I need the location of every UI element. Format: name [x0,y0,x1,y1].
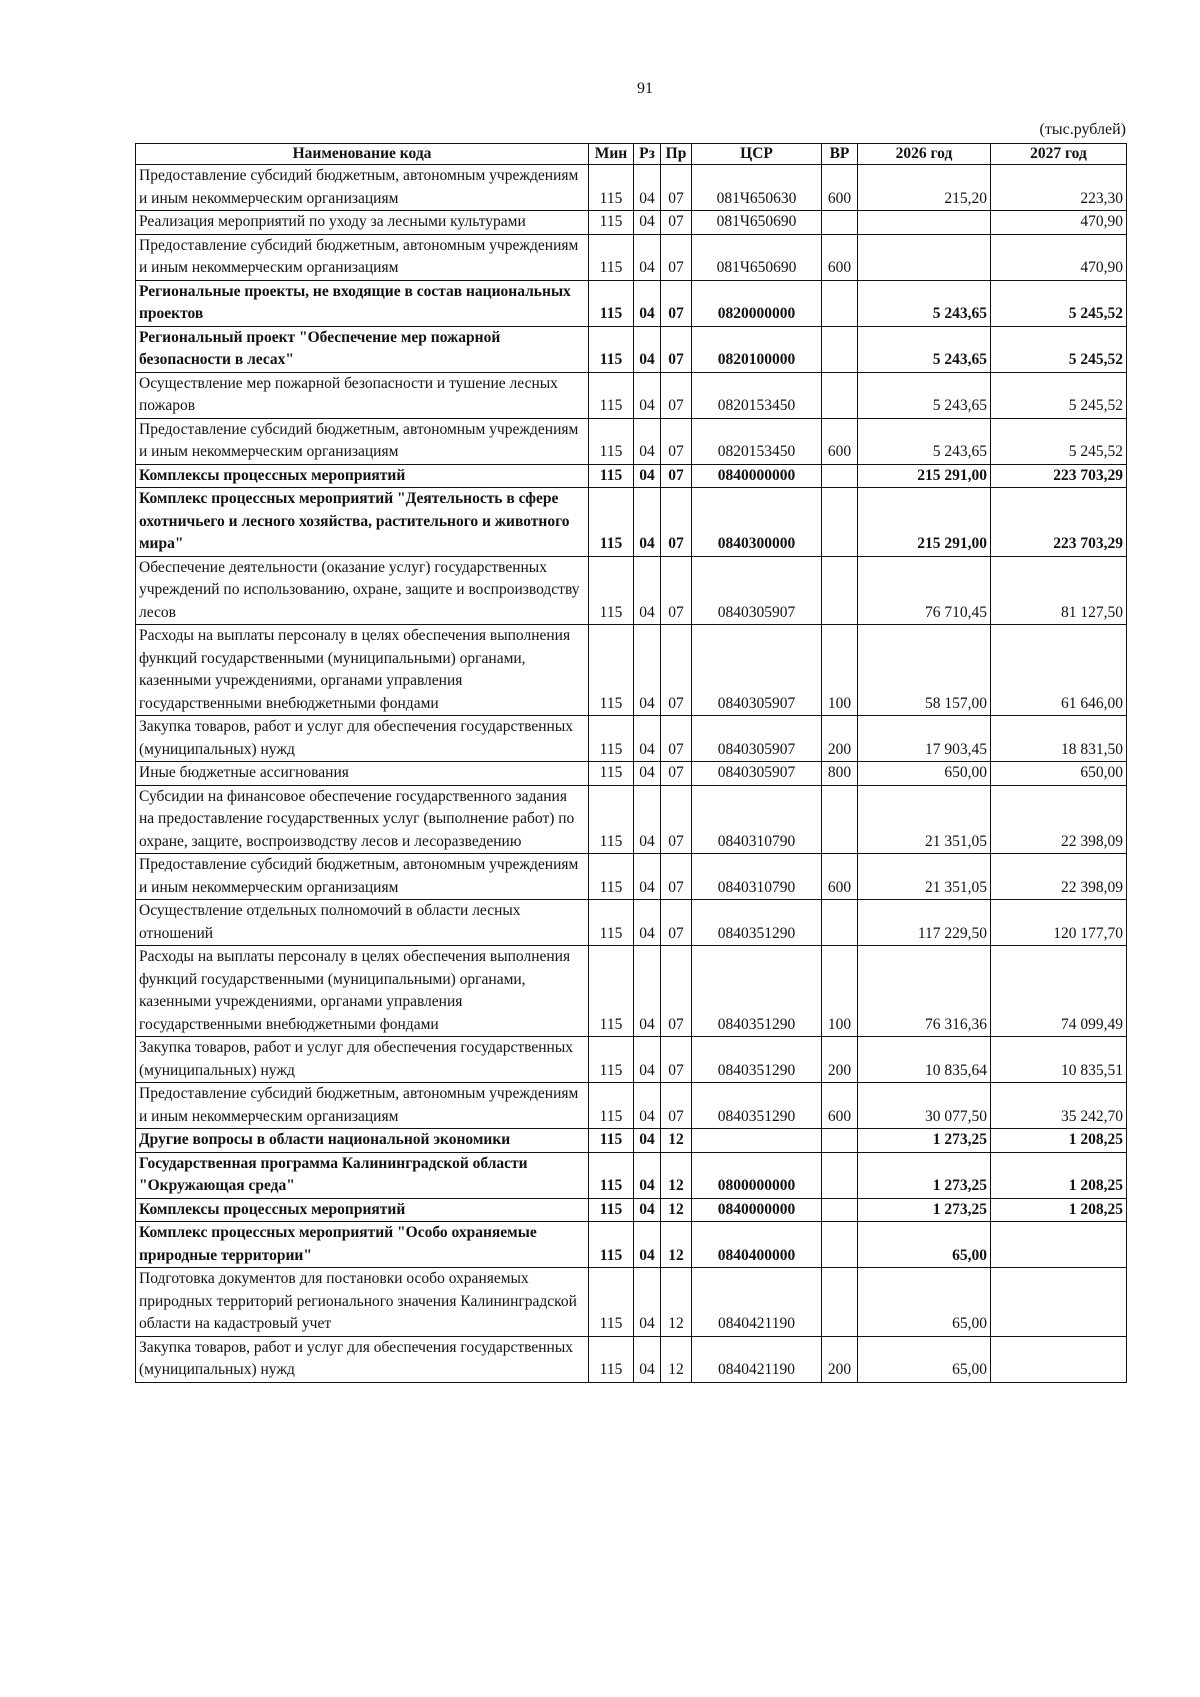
col-header-2026: 2026 год [858,144,991,165]
cell-pr: 12 [661,1336,692,1382]
cell-2026: 30 077,50 [858,1083,991,1129]
cell-name: Комплексы процессных мероприятий [136,1198,589,1222]
cell-2026: 5 243,65 [858,280,991,326]
cell-vr [822,900,858,946]
table-row [136,785,1127,854]
cell-vr: 200 [822,1336,858,1382]
cell-rz: 04 [634,625,661,716]
cell-2027: 61 646,00 [991,625,1127,716]
cell-name: Предоставление субсидий бюджетным, автономным учреждениям и иным некоммерческим организациям [136,234,589,280]
cell-rz: 04 [634,900,661,946]
cell-pr: 12 [661,1222,692,1268]
table-row [136,211,1127,235]
cell-min: 115 [589,211,634,235]
cell-csr: 0840310790 [692,854,822,900]
col-header-2027: 2027 год [991,144,1127,165]
cell-min: 115 [589,1037,634,1083]
cell-2026: 5 243,65 [858,418,991,464]
cell-csr: 0840305907 [692,625,822,716]
cell-pr: 07 [661,946,692,1037]
cell-vr [822,1198,858,1222]
table-row [136,900,1127,946]
cell-csr: 0820000000 [692,280,822,326]
cell-min: 115 [589,556,634,625]
table-row [136,1037,1127,1083]
table-row [136,854,1127,900]
cell-2026: 1 273,25 [858,1129,991,1153]
cell-2026: 21 351,05 [858,785,991,854]
cell-rz: 04 [634,1336,661,1382]
cell-2026: 10 835,64 [858,1037,991,1083]
page-number: 91 [637,80,653,97]
col-header-csr: ЦСР [692,144,822,165]
cell-vr [822,556,858,625]
cell-min: 115 [589,716,634,762]
cell-csr: 0840351290 [692,946,822,1037]
cell-rz: 04 [634,234,661,280]
cell-2026: 650,00 [858,762,991,786]
cell-pr: 07 [661,625,692,716]
cell-2027: 223 703,29 [991,488,1127,557]
cell-pr: 07 [661,165,692,211]
table-row [136,464,1127,488]
table-row [136,1129,1127,1153]
table-row [136,326,1127,372]
cell-vr: 100 [822,946,858,1037]
cell-pr: 07 [661,372,692,418]
cell-name: Закупка товаров, работ и услуг для обеспечения государственных (муниципальных) нужд [136,1336,589,1382]
cell-2027: 5 245,52 [991,418,1127,464]
cell-min: 115 [589,854,634,900]
cell-vr: 600 [822,854,858,900]
cell-name: Предоставление субсидий бюджетным, автономным учреждениям и иным некоммерческим организациям [136,1083,589,1129]
cell-pr: 07 [661,326,692,372]
cell-min: 115 [589,946,634,1037]
cell-2027 [991,1268,1127,1337]
budget-table [135,143,1127,1383]
cell-name: Осуществление отдельных полномочий в области лесных отношений [136,900,589,946]
table-row [136,165,1127,211]
table-row [136,1222,1127,1268]
cell-csr: 081Ч650690 [692,211,822,235]
cell-rz: 04 [634,946,661,1037]
cell-pr: 07 [661,1037,692,1083]
cell-pr: 07 [661,211,692,235]
cell-2026: 21 351,05 [858,854,991,900]
cell-vr [822,785,858,854]
table-row [136,1083,1127,1129]
cell-name: Предоставление субсидий бюджетным, автономным учреждениям и иным некоммерческим организациям [136,165,589,211]
cell-vr: 800 [822,762,858,786]
cell-2027: 5 245,52 [991,326,1127,372]
cell-rz: 04 [634,1222,661,1268]
cell-rz: 04 [634,1268,661,1337]
cell-min: 115 [589,900,634,946]
cell-2027: 35 242,70 [991,1083,1127,1129]
cell-name: Комплекс процессных мероприятий "Деятельность в сфере охотничьего и лесного хозяйства, растительного и животного мира" [136,488,589,557]
cell-2027: 5 245,52 [991,280,1127,326]
cell-2026: 215 291,00 [858,464,991,488]
cell-vr [822,1222,858,1268]
cell-2026: 76 316,36 [858,946,991,1037]
cell-vr: 200 [822,716,858,762]
cell-rz: 04 [634,854,661,900]
cell-min: 115 [589,488,634,557]
cell-rz: 04 [634,165,661,211]
cell-vr: 100 [822,625,858,716]
table-row [136,418,1127,464]
cell-vr: 600 [822,1083,858,1129]
cell-name: Осуществление мер пожарной безопасности и тушение лесных пожаров [136,372,589,418]
col-header-pr: Пр [661,144,692,165]
cell-min: 115 [589,1083,634,1129]
cell-rz: 04 [634,1037,661,1083]
cell-2027: 10 835,51 [991,1037,1127,1083]
cell-2027: 1 208,25 [991,1129,1127,1153]
table-row [136,280,1127,326]
cell-pr: 07 [661,762,692,786]
cell-csr: 0840351290 [692,1037,822,1083]
cell-vr [822,1152,858,1198]
cell-2027: 223,30 [991,165,1127,211]
cell-rz: 04 [634,1152,661,1198]
cell-2026: 17 903,45 [858,716,991,762]
table-row [136,946,1127,1037]
cell-rz: 04 [634,762,661,786]
cell-min: 115 [589,326,634,372]
cell-vr [822,326,858,372]
cell-name: Предоставление субсидий бюджетным, автономным учреждениям и иным некоммерческим организациям [136,854,589,900]
cell-vr [822,211,858,235]
cell-name: Региональные проекты, не входящие в состав национальных проектов [136,280,589,326]
cell-csr: 0840351290 [692,1083,822,1129]
table-row [136,625,1127,716]
cell-min: 115 [589,1198,634,1222]
cell-name: Субсидии на финансовое обеспечение государственного задания на предоставление государственных услуг (выполнение работ) по охране, защите, воспроизводству лесов и лесоразведению [136,785,589,854]
cell-name: Комплексы процессных мероприятий [136,464,589,488]
cell-csr: 0840305907 [692,556,822,625]
cell-2026: 76 710,45 [858,556,991,625]
header-row [136,144,1127,165]
table-row [136,716,1127,762]
cell-pr: 07 [661,488,692,557]
cell-vr [822,488,858,557]
cell-csr [692,1129,822,1153]
cell-2026 [858,234,991,280]
cell-csr: 0840000000 [692,464,822,488]
col-header-min: Мин [589,144,634,165]
table-row [136,1152,1127,1198]
cell-vr: 600 [822,418,858,464]
cell-rz: 04 [634,1198,661,1222]
cell-min: 115 [589,464,634,488]
cell-2027: 650,00 [991,762,1127,786]
cell-2027: 22 398,09 [991,854,1127,900]
cell-csr: 0820100000 [692,326,822,372]
cell-2027: 81 127,50 [991,556,1127,625]
cell-2026: 1 273,25 [858,1198,991,1222]
cell-rz: 04 [634,556,661,625]
cell-rz: 04 [634,211,661,235]
cell-rz: 04 [634,1083,661,1129]
cell-rz: 04 [634,326,661,372]
cell-rz: 04 [634,716,661,762]
cell-name: Подготовка документов для постановки особо охраняемых природных территорий регионального значения Калининградской области на кадастровый учет [136,1268,589,1337]
cell-2026: 5 243,65 [858,326,991,372]
cell-2027 [991,1336,1127,1382]
cell-csr: 0840305907 [692,716,822,762]
cell-min: 115 [589,372,634,418]
cell-min: 115 [589,165,634,211]
cell-name: Закупка товаров, работ и услуг для обеспечения государственных (муниципальных) нужд [136,1037,589,1083]
cell-2027: 74 099,49 [991,946,1127,1037]
cell-2026: 65,00 [858,1268,991,1337]
cell-2026: 65,00 [858,1336,991,1382]
cell-min: 115 [589,625,634,716]
cell-csr: 081Ч650630 [692,165,822,211]
cell-vr [822,372,858,418]
cell-csr: 0840400000 [692,1222,822,1268]
cell-csr: 0800000000 [692,1152,822,1198]
cell-name: Обеспечение деятельности (оказание услуг) государственных учреждений по использованию, охране, защите и воспроизводству лесов [136,556,589,625]
cell-2027: 120 177,70 [991,900,1127,946]
cell-2027: 5 245,52 [991,372,1127,418]
cell-rz: 04 [634,464,661,488]
cell-2026: 215 291,00 [858,488,991,557]
cell-pr: 07 [661,785,692,854]
cell-pr: 07 [661,234,692,280]
col-header-vr: ВР [822,144,858,165]
cell-csr: 0840351290 [692,900,822,946]
cell-name: Региональный проект "Обеспечение мер пожарной безопасности в лесах" [136,326,589,372]
cell-csr: 0840421190 [692,1336,822,1382]
cell-vr [822,1129,858,1153]
cell-vr [822,464,858,488]
cell-2027: 22 398,09 [991,785,1127,854]
cell-rz: 04 [634,280,661,326]
cell-csr: 0840310790 [692,785,822,854]
cell-2026: 58 157,00 [858,625,991,716]
cell-min: 115 [589,1268,634,1337]
cell-vr: 200 [822,1037,858,1083]
cell-name: Иные бюджетные ассигнования [136,762,589,786]
cell-2026: 5 243,65 [858,372,991,418]
cell-name: Закупка товаров, работ и услуг для обеспечения государственных (муниципальных) нужд [136,716,589,762]
cell-2026 [858,211,991,235]
cell-pr: 07 [661,280,692,326]
cell-2027: 18 831,50 [991,716,1127,762]
cell-min: 115 [589,418,634,464]
cell-min: 115 [589,785,634,854]
cell-name: Другие вопросы в области национальной экономики [136,1129,589,1153]
cell-rz: 04 [634,488,661,557]
table-row [136,556,1127,625]
table-row [136,1198,1127,1222]
col-header-rz: Рз [634,144,661,165]
cell-pr: 07 [661,418,692,464]
table-row [136,1268,1127,1337]
cell-pr: 12 [661,1152,692,1198]
cell-2027: 223 703,29 [991,464,1127,488]
table-row [136,762,1127,786]
cell-rz: 04 [634,785,661,854]
cell-2026: 117 229,50 [858,900,991,946]
cell-rz: 04 [634,1129,661,1153]
cell-name: Расходы на выплаты персоналу в целях обеспечения выполнения функций государственными (муниципальными) органами, казенными учреждениями, органами управления государственными внебюджетными фондами [136,946,589,1037]
cell-2027: 1 208,25 [991,1198,1127,1222]
cell-name: Расходы на выплаты персоналу в целях обеспечения выполнения функций государственными (муниципальными) органами, казенными учреждениями, органами управления государственными внебюджетными фондами [136,625,589,716]
cell-pr: 07 [661,556,692,625]
table-row [136,1336,1127,1382]
cell-vr [822,280,858,326]
cell-pr: 12 [661,1198,692,1222]
cell-csr: 081Ч650690 [692,234,822,280]
cell-pr: 07 [661,854,692,900]
cell-csr: 0840300000 [692,488,822,557]
cell-vr: 600 [822,234,858,280]
units-label: (тыс.рублей) [1039,121,1126,138]
cell-2026: 1 273,25 [858,1152,991,1198]
table-body [136,165,1127,1383]
cell-2026: 215,20 [858,165,991,211]
cell-pr: 07 [661,716,692,762]
cell-pr: 07 [661,464,692,488]
cell-name: Предоставление субсидий бюджетным, автономным учреждениям и иным некоммерческим организациям [136,418,589,464]
cell-min: 115 [589,1336,634,1382]
cell-csr: 0840305907 [692,762,822,786]
cell-2027: 1 208,25 [991,1152,1127,1198]
cell-min: 115 [589,234,634,280]
cell-2027: 470,90 [991,234,1127,280]
cell-min: 115 [589,1152,634,1198]
cell-name: Государственная программа Калининградской области "Окружающая среда" [136,1152,589,1198]
cell-min: 115 [589,762,634,786]
cell-pr: 07 [661,900,692,946]
cell-csr: 0820153450 [692,418,822,464]
cell-min: 115 [589,1222,634,1268]
cell-name: Реализация мероприятий по уходу за лесными культурами [136,211,589,235]
col-header-name: Наименование кода [136,144,589,165]
cell-csr: 0820153450 [692,372,822,418]
cell-min: 115 [589,280,634,326]
cell-rz: 04 [634,418,661,464]
cell-2026: 65,00 [858,1222,991,1268]
cell-vr [822,1268,858,1337]
cell-csr: 0840000000 [692,1198,822,1222]
cell-name: Комплекс процессных мероприятий "Особо охраняемые природные территории" [136,1222,589,1268]
cell-pr: 12 [661,1268,692,1337]
table-row [136,372,1127,418]
cell-rz: 04 [634,372,661,418]
cell-2027 [991,1222,1127,1268]
cell-pr: 12 [661,1129,692,1153]
cell-min: 115 [589,1129,634,1153]
table-row [136,488,1127,557]
cell-2027: 470,90 [991,211,1127,235]
cell-pr: 07 [661,1083,692,1129]
cell-csr: 0840421190 [692,1268,822,1337]
cell-vr: 600 [822,165,858,211]
table-row [136,234,1127,280]
